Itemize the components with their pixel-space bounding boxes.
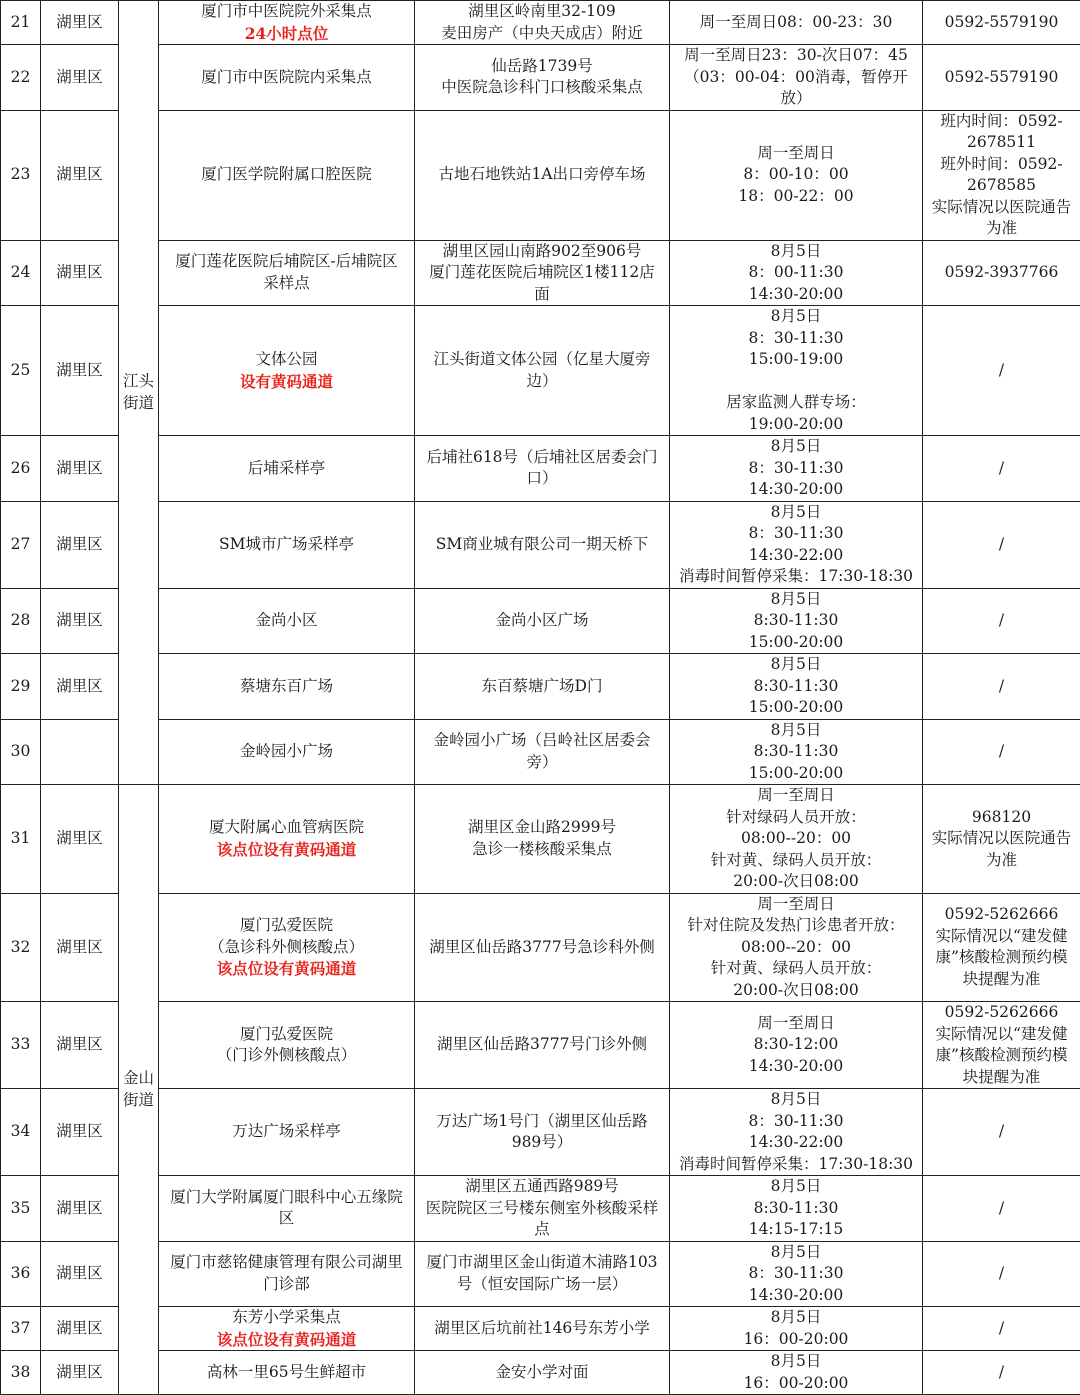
site-name-line: 厦门市慈铭健康管理有限公司湖里 bbox=[161, 1252, 412, 1274]
table-row bbox=[1, 654, 1080, 720]
address-cell bbox=[415, 306, 670, 436]
district-cell: 湖里区 bbox=[41, 240, 119, 306]
hours-line: 针对住院及发热门诊患者开放： bbox=[672, 915, 920, 937]
table-row bbox=[1, 785, 1080, 894]
contact-cell bbox=[923, 1002, 1080, 1089]
contact-line: 为准 bbox=[925, 850, 1078, 872]
street-line: 江头 bbox=[121, 371, 156, 393]
hours-line: 14:30-20:00 bbox=[672, 284, 920, 306]
street-cell bbox=[119, 1, 159, 785]
table-row bbox=[1, 1176, 1080, 1242]
row-number: 22 bbox=[1, 45, 41, 111]
contact-line: / bbox=[925, 458, 1078, 480]
contact-cell bbox=[923, 785, 1080, 894]
hours-line: 放） bbox=[672, 88, 920, 110]
contact-line: 实际情况以“建发健 bbox=[925, 926, 1078, 948]
site-name-cell bbox=[159, 588, 415, 654]
site-name-line: 厦门市中医院院内采集点 bbox=[161, 67, 412, 89]
address-cell bbox=[415, 654, 670, 720]
row-number: 36 bbox=[1, 1241, 41, 1307]
district-cell: 湖里区 bbox=[41, 654, 119, 720]
contact-line: 康”核酸检测预约模 bbox=[925, 1045, 1078, 1067]
contact-line: 班内时间：0592- bbox=[925, 111, 1078, 133]
hours-line: 8：00-11:30 bbox=[672, 262, 920, 284]
street-line: 街道 bbox=[121, 393, 156, 415]
hours-line: 针对黄、绿码人员开放： bbox=[672, 958, 920, 980]
contact-line: / bbox=[925, 676, 1078, 698]
row-number: 24 bbox=[1, 240, 41, 306]
yellow-code-channel-note: 该点位设有黄码通道 bbox=[161, 1329, 412, 1351]
address-cell bbox=[415, 501, 670, 588]
hours-cell bbox=[670, 1176, 923, 1242]
address-line: 中医院急诊科门口核酸采集点 bbox=[417, 77, 667, 99]
contact-cell bbox=[923, 436, 1080, 502]
row-number: 33 bbox=[1, 1002, 41, 1089]
district-cell: 湖里区 bbox=[41, 785, 119, 894]
site-name-cell bbox=[159, 1307, 415, 1351]
site-name-cell bbox=[159, 1002, 415, 1089]
row-number: 28 bbox=[1, 588, 41, 654]
site-name-line: 高林一里65号生鲜超市 bbox=[161, 1362, 412, 1384]
hours-line: 8月5日 bbox=[672, 306, 920, 328]
hours-line: 8月5日 bbox=[672, 1089, 920, 1111]
hours-line: 14:30-20:00 bbox=[672, 1285, 920, 1307]
hours-cell bbox=[670, 110, 923, 240]
district-cell: 湖里区 bbox=[41, 1241, 119, 1307]
address-line: 边） bbox=[417, 371, 667, 393]
contact-cell bbox=[923, 588, 1080, 654]
contact-cell bbox=[923, 1176, 1080, 1242]
contact-line: 实际情况以医院通告 bbox=[925, 197, 1078, 219]
district-cell: 湖里区 bbox=[41, 501, 119, 588]
contact-line: 0592-3937766 bbox=[925, 262, 1078, 284]
hours-line: 8月5日 bbox=[672, 654, 920, 676]
address-cell bbox=[415, 588, 670, 654]
site-name-cell bbox=[159, 1089, 415, 1176]
address-line: 面 bbox=[417, 284, 667, 306]
hours-line: 8：30-11:30 bbox=[672, 458, 920, 480]
hours-line: 8月5日 bbox=[672, 720, 920, 742]
district-cell: 湖里区 bbox=[41, 1176, 119, 1242]
hours-line: 8：30-11:30 bbox=[672, 523, 920, 545]
address-line: 口） bbox=[417, 468, 667, 490]
contact-line: / bbox=[925, 1362, 1078, 1384]
hours-line: 8月5日 bbox=[672, 1351, 920, 1373]
hours-cell bbox=[670, 893, 923, 1002]
contact-line: 实际情况以医院通告 bbox=[925, 828, 1078, 850]
contact-cell bbox=[923, 1089, 1080, 1176]
hours-line: 周一至周日08：00-23：30 bbox=[672, 12, 920, 34]
address-line: 点 bbox=[417, 1219, 667, 1241]
site-name-line: 金岭园小广场 bbox=[161, 741, 412, 763]
hours-cell bbox=[670, 1241, 923, 1307]
contact-line: / bbox=[925, 741, 1078, 763]
hours-cell bbox=[670, 1002, 923, 1089]
district-cell: 湖里区 bbox=[41, 588, 119, 654]
district-cell: 湖里区 bbox=[41, 1089, 119, 1176]
hours-line: 14:30-20:00 bbox=[672, 479, 920, 501]
hours-cell bbox=[670, 436, 923, 502]
site-name-line: 厦门医学院附属口腔医院 bbox=[161, 164, 412, 186]
hours-line: 14:30-20:00 bbox=[672, 1056, 920, 1078]
address-line: 万达广场1号门（湖里区仙岳路 bbox=[417, 1111, 667, 1133]
address-cell bbox=[415, 45, 670, 111]
hours-line: 8:30-11:30 bbox=[672, 676, 920, 698]
contact-line: / bbox=[925, 1263, 1078, 1285]
hours-line: 8：30-11:30 bbox=[672, 328, 920, 350]
table-row bbox=[1, 240, 1080, 306]
hours-line: 15:00-20:00 bbox=[672, 763, 920, 785]
contact-cell bbox=[923, 501, 1080, 588]
row-number: 31 bbox=[1, 785, 41, 894]
contact-cell bbox=[923, 45, 1080, 111]
yellow-code-channel-note: 该点位设有黄码通道 bbox=[161, 839, 412, 861]
address-cell bbox=[415, 240, 670, 306]
address-line: 江头街道文体公园（亿星大厦旁 bbox=[417, 349, 667, 371]
hours-line: 居家监测人群专场： bbox=[672, 392, 920, 414]
site-name-line: 采样点 bbox=[161, 273, 412, 295]
hours-line: 8月5日 bbox=[672, 502, 920, 524]
hours-line: 8:30-11:30 bbox=[672, 741, 920, 763]
contact-line: 0592-5579190 bbox=[925, 67, 1078, 89]
hours-line: 消毒时间暂停采集：17:30-18:30 bbox=[672, 1154, 920, 1176]
address-line: 仙岳路1739号 bbox=[417, 56, 667, 78]
hours-line: 8：30-11:30 bbox=[672, 1263, 920, 1285]
hours-cell bbox=[670, 306, 923, 436]
hours-line: 20:00-次日08:00 bbox=[672, 980, 920, 1002]
table-row bbox=[1, 1002, 1080, 1089]
site-name-line: SM城市广场采样亭 bbox=[161, 534, 412, 556]
row-number: 38 bbox=[1, 1351, 41, 1395]
site-name-cell bbox=[159, 719, 415, 785]
contact-line: / bbox=[925, 534, 1078, 556]
row-number: 32 bbox=[1, 893, 41, 1002]
district-cell: 湖里区 bbox=[41, 1307, 119, 1351]
table-row bbox=[1, 1089, 1080, 1176]
address-line: 湖里区园山南路902至906号 bbox=[417, 241, 667, 263]
row-number: 37 bbox=[1, 1307, 41, 1351]
hours-cell bbox=[670, 501, 923, 588]
contact-cell bbox=[923, 654, 1080, 720]
hours-line: 15:00-20:00 bbox=[672, 632, 920, 654]
hours-line: 针对黄、绿码人员开放： bbox=[672, 850, 920, 872]
site-name-line: 厦大附属心血管病医院 bbox=[161, 817, 412, 839]
hours-line: 8月5日 bbox=[672, 1307, 920, 1329]
site-name-line: 区 bbox=[161, 1208, 412, 1230]
hours-cell bbox=[670, 719, 923, 785]
hours-cell bbox=[670, 1089, 923, 1176]
site-name-line: 文体公园 bbox=[161, 349, 412, 371]
site-name-cell bbox=[159, 306, 415, 436]
district-cell: 湖里区 bbox=[41, 110, 119, 240]
contact-line: 0592-5579190 bbox=[925, 12, 1078, 34]
yellow-code-channel-note: 设有黄码通道 bbox=[161, 371, 412, 393]
hours-cell bbox=[670, 240, 923, 306]
site-name-cell bbox=[159, 110, 415, 240]
table-row bbox=[1, 1, 1080, 45]
site-name-line: 厦门莲花医院后埔院区-后埔院区 bbox=[161, 251, 412, 273]
site-name-line: 门诊部 bbox=[161, 1274, 412, 1296]
address-cell bbox=[415, 1241, 670, 1307]
contact-line: 实际情况以“建发健 bbox=[925, 1024, 1078, 1046]
address-cell bbox=[415, 1307, 670, 1351]
street-line: 街道 bbox=[121, 1090, 156, 1112]
address-line: 湖里区金山路2999号 bbox=[417, 817, 667, 839]
site-name-line: 万达广场采样亭 bbox=[161, 1121, 412, 1143]
address-cell bbox=[415, 1, 670, 45]
table-row bbox=[1, 501, 1080, 588]
site-name-line: （急诊科外侧核酸点） bbox=[161, 937, 412, 959]
hours-line: 8:30-12:00 bbox=[672, 1034, 920, 1056]
district-cell: 湖里区 bbox=[41, 1, 119, 45]
address-cell bbox=[415, 110, 670, 240]
hours-line: 周一至周日23：30-次日07：45 bbox=[672, 45, 920, 67]
contact-cell bbox=[923, 240, 1080, 306]
site-name-cell bbox=[159, 785, 415, 894]
site-name-cell bbox=[159, 1, 415, 45]
address-line: SM商业城有限公司一期天桥下 bbox=[417, 534, 667, 556]
address-line: 湖里区岭南里32-109 bbox=[417, 1, 667, 23]
hours-cell bbox=[670, 1307, 923, 1351]
row-number: 29 bbox=[1, 654, 41, 720]
contact-line: 块提醒为准 bbox=[925, 969, 1078, 991]
site-name-cell bbox=[159, 1241, 415, 1307]
table-row bbox=[1, 588, 1080, 654]
contact-line: 块提醒为准 bbox=[925, 1067, 1078, 1089]
contact-line: 为准 bbox=[925, 218, 1078, 240]
hours-line: 周一至周日 bbox=[672, 894, 920, 916]
hours-line: 8月5日 bbox=[672, 1176, 920, 1198]
hours-line: 20:00-次日08:00 bbox=[672, 871, 920, 893]
hours-line: 8：00-10：00 bbox=[672, 164, 920, 186]
address-cell bbox=[415, 1002, 670, 1089]
yellow-code-channel-note: 24小时点位 bbox=[161, 23, 412, 45]
hours-line: 针对绿码人员开放： bbox=[672, 807, 920, 829]
contact-cell bbox=[923, 1, 1080, 45]
address-line: 号（恒安国际广场一层） bbox=[417, 1274, 667, 1296]
site-name-line: 东芳小学采集点 bbox=[161, 1307, 412, 1329]
contact-cell bbox=[923, 719, 1080, 785]
hours-line: 19:00-20:00 bbox=[672, 414, 920, 436]
hours-line: 8月5日 bbox=[672, 589, 920, 611]
hours-line: 16：00-20:00 bbox=[672, 1329, 920, 1351]
table-row bbox=[1, 436, 1080, 502]
hours-line: 18：00-22：00 bbox=[672, 186, 920, 208]
contact-line: 0592-5262666 bbox=[925, 904, 1078, 926]
hours-line: 08:00--20：00 bbox=[672, 937, 920, 959]
address-cell bbox=[415, 1351, 670, 1395]
address-cell bbox=[415, 1089, 670, 1176]
hours-line: 周一至周日 bbox=[672, 1013, 920, 1035]
site-name-line: 后埔采样亭 bbox=[161, 458, 412, 480]
site-name-cell bbox=[159, 1351, 415, 1395]
row-number: 26 bbox=[1, 436, 41, 502]
address-line: 厦门市湖里区金山街道木浦路103 bbox=[417, 1252, 667, 1274]
contact-line: / bbox=[925, 360, 1078, 382]
hours-line: 15:00-19:00 bbox=[672, 349, 920, 371]
row-number: 27 bbox=[1, 501, 41, 588]
site-name-line: 厦门市中医院院外采集点 bbox=[161, 1, 412, 23]
hours-line: 14:15-17:15 bbox=[672, 1219, 920, 1241]
hours-cell bbox=[670, 785, 923, 894]
hours-cell bbox=[670, 654, 923, 720]
hours-line: 8月5日 bbox=[672, 436, 920, 458]
district-cell: 湖里区 bbox=[41, 45, 119, 111]
address-cell bbox=[415, 893, 670, 1002]
hours-line: 14:30-22:00 bbox=[672, 1132, 920, 1154]
address-line: 后埔社618号（后埔社区居委会门 bbox=[417, 447, 667, 469]
site-name-cell bbox=[159, 654, 415, 720]
table-row bbox=[1, 893, 1080, 1002]
site-name-cell bbox=[159, 240, 415, 306]
address-cell bbox=[415, 719, 670, 785]
contact-line: / bbox=[925, 610, 1078, 632]
address-line: 湖里区仙岳路3777号门诊外侧 bbox=[417, 1034, 667, 1056]
contact-cell bbox=[923, 1351, 1080, 1395]
address-line: 湖里区后坑前社146号东芳小学 bbox=[417, 1318, 667, 1340]
district-cell: 湖里区 bbox=[41, 436, 119, 502]
hours-line: 8：30-11:30 bbox=[672, 1111, 920, 1133]
row-number: 35 bbox=[1, 1176, 41, 1242]
contact-line: / bbox=[925, 1198, 1078, 1220]
address-cell bbox=[415, 1176, 670, 1242]
table-row bbox=[1, 45, 1080, 111]
table-row bbox=[1, 1307, 1080, 1351]
contact-line: 968120 bbox=[925, 807, 1078, 829]
district-cell: 湖里区 bbox=[41, 306, 119, 436]
contact-line: 康”核酸检测预约模 bbox=[925, 947, 1078, 969]
address-line: 湖里区五通西路989号 bbox=[417, 1176, 667, 1198]
hours-line: 8月5日 bbox=[672, 1242, 920, 1264]
street-cell bbox=[119, 785, 159, 1395]
district-cell: 湖里区 bbox=[41, 1002, 119, 1089]
address-line: 金安小学对面 bbox=[417, 1362, 667, 1384]
site-name-line: 蔡塘东百广场 bbox=[161, 676, 412, 698]
site-name-cell bbox=[159, 436, 415, 502]
hours-line: 08:00--20：00 bbox=[672, 828, 920, 850]
contact-line: 2678511 bbox=[925, 132, 1078, 154]
hours-line: 14:30-22:00 bbox=[672, 545, 920, 567]
contact-line: / bbox=[925, 1121, 1078, 1143]
table-row bbox=[1, 1351, 1080, 1395]
hours-line: 周一至周日 bbox=[672, 785, 920, 807]
row-number: 30 bbox=[1, 719, 41, 785]
address-line: 旁） bbox=[417, 752, 667, 774]
site-name-line: 厦门大学附属厦门眼科中心五缘院 bbox=[161, 1187, 412, 1209]
address-cell bbox=[415, 436, 670, 502]
hours-line: 16：00-20:00 bbox=[672, 1373, 920, 1395]
district-cell: 湖里区 bbox=[41, 1351, 119, 1395]
contact-cell bbox=[923, 306, 1080, 436]
contact-line: 2678585 bbox=[925, 175, 1078, 197]
site-name-cell bbox=[159, 893, 415, 1002]
contact-cell bbox=[923, 893, 1080, 1002]
hours-line bbox=[672, 371, 920, 393]
hours-cell bbox=[670, 1351, 923, 1395]
site-name-line: 厦门弘爱医院 bbox=[161, 1024, 412, 1046]
hours-line: 8月5日 bbox=[672, 241, 920, 263]
hours-cell bbox=[670, 1, 923, 45]
hours-line: 消毒时间暂停采集：17:30-18:30 bbox=[672, 566, 920, 588]
contact-line: 0592-5262666 bbox=[925, 1002, 1078, 1024]
address-line: 急诊一楼核酸采集点 bbox=[417, 839, 667, 861]
table-row bbox=[1, 1241, 1080, 1307]
address-line: 989号） bbox=[417, 1132, 667, 1154]
site-name-cell bbox=[159, 1176, 415, 1242]
street-line: 金山 bbox=[121, 1068, 156, 1090]
row-number: 25 bbox=[1, 306, 41, 436]
contact-line: / bbox=[925, 1318, 1078, 1340]
site-name-cell bbox=[159, 501, 415, 588]
hours-line: 8:30-11:30 bbox=[672, 1198, 920, 1220]
address-line: 厦门莲花医院后埔院区1楼112店 bbox=[417, 262, 667, 284]
district-cell: 湖里区 bbox=[41, 893, 119, 1002]
row-number: 21 bbox=[1, 1, 41, 45]
site-name-cell bbox=[159, 45, 415, 111]
address-line: 医院院区三号楼东侧室外核酸采样 bbox=[417, 1198, 667, 1220]
address-line: 金尚小区广场 bbox=[417, 610, 667, 632]
hours-line: （03：00-04：00消毒，暂停开 bbox=[672, 67, 920, 89]
table-row bbox=[1, 110, 1080, 240]
hours-line: 15:00-20:00 bbox=[672, 697, 920, 719]
address-line: 东百蔡塘广场D门 bbox=[417, 676, 667, 698]
district-cell bbox=[41, 719, 119, 785]
table-row bbox=[1, 306, 1080, 436]
site-name-line: （门诊外侧核酸点） bbox=[161, 1045, 412, 1067]
hours-cell bbox=[670, 45, 923, 111]
table-body bbox=[1, 1, 1080, 1395]
table-row bbox=[1, 719, 1080, 785]
address-cell bbox=[415, 785, 670, 894]
address-line: 麦田房产（中央天成店）附近 bbox=[417, 23, 667, 45]
hours-line: 8:30-11:30 bbox=[672, 610, 920, 632]
contact-cell bbox=[923, 1307, 1080, 1351]
address-line: 古地石地铁站1A出口旁停车场 bbox=[417, 164, 667, 186]
address-line: 金岭园小广场（吕岭社区居委会 bbox=[417, 730, 667, 752]
row-number: 23 bbox=[1, 110, 41, 240]
site-name-line: 厦门弘爱医院 bbox=[161, 915, 412, 937]
site-name-line: 金尚小区 bbox=[161, 610, 412, 632]
contact-line: 班外时间：0592- bbox=[925, 154, 1078, 176]
yellow-code-channel-note: 该点位设有黄码通道 bbox=[161, 958, 412, 980]
contact-cell bbox=[923, 1241, 1080, 1307]
hours-cell bbox=[670, 588, 923, 654]
hours-line: 周一至周日 bbox=[672, 143, 920, 165]
contact-cell bbox=[923, 110, 1080, 240]
address-line: 湖里区仙岳路3777号急诊科外侧 bbox=[417, 937, 667, 959]
row-number: 34 bbox=[1, 1089, 41, 1176]
